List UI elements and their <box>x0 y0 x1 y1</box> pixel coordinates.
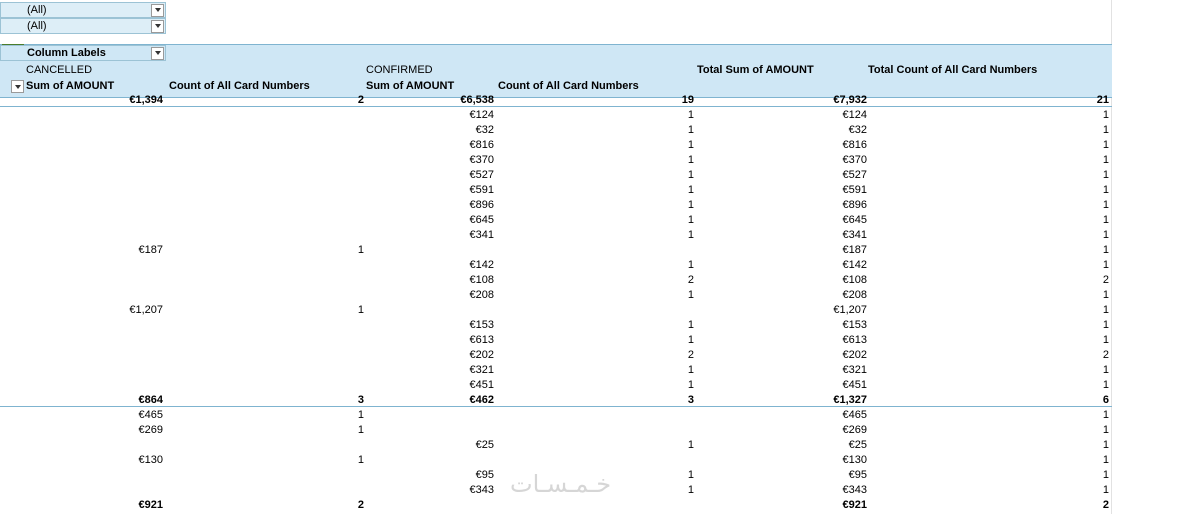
row-labels-filter-button[interactable] <box>11 80 24 93</box>
cell-confirmed-count[interactable]: 1 <box>687 214 694 226</box>
cell-total-sum[interactable]: €1,327 <box>833 394 867 406</box>
cell-confirmed-count[interactable]: 1 <box>687 109 694 121</box>
cell-cancelled-count[interactable]: 1 <box>357 409 364 421</box>
cell-total-sum[interactable]: €921 <box>842 499 867 511</box>
cell-confirmed-count[interactable]: 1 <box>687 379 694 391</box>
cell-confirmed-count[interactable]: 1 <box>687 139 694 151</box>
cell-total-count[interactable]: 1 <box>1102 109 1109 121</box>
cell-confirmed-sum[interactable]: €202 <box>469 349 494 361</box>
cell-total-sum[interactable]: €153 <box>842 319 867 331</box>
cell-confirmed-sum[interactable]: €816 <box>469 139 494 151</box>
cell-total-count[interactable]: 1 <box>1102 304 1109 316</box>
cell-confirmed-count[interactable]: 1 <box>687 199 694 211</box>
cell-confirmed-count[interactable]: 1 <box>687 469 694 481</box>
cell-total-count[interactable]: 1 <box>1102 484 1109 496</box>
cell-confirmed-sum[interactable]: €108 <box>469 274 494 286</box>
cell-total-count[interactable]: 1 <box>1102 424 1109 436</box>
column-labels-text: Column Labels <box>27 47 106 59</box>
cell-total-count[interactable]: 1 <box>1102 409 1109 421</box>
cell-total-count[interactable]: 1 <box>1102 439 1109 451</box>
cell-cancelled-count[interactable]: 1 <box>357 454 364 466</box>
cell-confirmed-count[interactable]: 1 <box>687 289 694 301</box>
chevron-down-icon[interactable] <box>151 4 164 17</box>
cell-cancelled-count[interactable]: 2 <box>357 94 364 106</box>
cell-cancelled-sum[interactable]: €1,394 <box>129 94 163 106</box>
cell-confirmed-count[interactable]: 3 <box>687 394 694 406</box>
cell-total-sum[interactable]: €124 <box>842 109 867 121</box>
cell-total-count[interactable]: 1 <box>1102 244 1109 256</box>
cell-total-sum[interactable]: €130 <box>842 454 867 466</box>
cell-total-count[interactable]: 2 <box>1102 499 1109 511</box>
cell-confirmed-count[interactable]: 2 <box>687 274 694 286</box>
cell-total-sum[interactable]: €370 <box>842 154 867 166</box>
cell-confirmed-count[interactable]: 1 <box>687 229 694 241</box>
cell-confirmed-sum[interactable]: €25 <box>475 439 494 451</box>
cell-total-sum[interactable]: €343 <box>842 484 867 496</box>
cell-cancelled-count[interactable]: 1 <box>357 304 364 316</box>
cell-confirmed-count[interactable]: 1 <box>687 484 694 496</box>
cell-cancelled-sum[interactable]: €269 <box>138 424 163 436</box>
cell-total-count[interactable]: 1 <box>1102 184 1109 196</box>
cell-confirmed-sum[interactable]: €142 <box>469 259 494 271</box>
cell-confirmed-sum[interactable]: €153 <box>469 319 494 331</box>
cell-cancelled-sum[interactable]: €465 <box>138 409 163 421</box>
cell-total-sum[interactable]: €341 <box>842 229 867 241</box>
cell-cancelled-count[interactable]: 1 <box>357 424 364 436</box>
cell-total-count[interactable]: 1 <box>1102 364 1109 376</box>
cell-total-count[interactable]: 1 <box>1102 214 1109 226</box>
cell-confirmed-sum[interactable]: €645 <box>469 214 494 226</box>
cell-total-sum[interactable]: €645 <box>842 214 867 226</box>
group-header-confirmed: CONFIRMED <box>366 64 433 76</box>
cell-cancelled-sum[interactable]: €864 <box>138 394 163 406</box>
group-header-total-count: Total Count of All Card Numbers <box>868 64 1038 76</box>
cell-confirmed-sum[interactable]: €32 <box>475 124 494 136</box>
report-filter-value-1: (All) <box>27 4 47 16</box>
cell-total-count[interactable]: 1 <box>1102 154 1109 166</box>
cell-cancelled-count[interactable]: 1 <box>357 244 364 256</box>
cell-confirmed-count[interactable]: 1 <box>687 154 694 166</box>
cell-confirmed-sum[interactable]: €6,538 <box>460 94 494 106</box>
cell-total-sum[interactable]: €591 <box>842 184 867 196</box>
chevron-down-icon[interactable] <box>151 20 164 33</box>
cell-total-sum[interactable]: €269 <box>842 424 867 436</box>
cell-total-count[interactable]: 1 <box>1102 259 1109 271</box>
cell-total-sum[interactable]: €321 <box>842 364 867 376</box>
cell-confirmed-sum[interactable]: €613 <box>469 334 494 346</box>
cell-total-sum[interactable]: €527 <box>842 169 867 181</box>
cell-total-count[interactable]: 6 <box>1102 394 1109 406</box>
cell-total-sum[interactable]: €896 <box>842 199 867 211</box>
cell-total-sum[interactable]: €1,207 <box>833 304 867 316</box>
cell-total-sum[interactable]: €613 <box>842 334 867 346</box>
cell-total-sum[interactable]: €816 <box>842 139 867 151</box>
column-labels-cell[interactable] <box>0 45 166 61</box>
empty-columns-pane <box>1112 0 1202 514</box>
cell-confirmed-count[interactable]: 1 <box>687 364 694 376</box>
cell-total-count[interactable]: 1 <box>1102 199 1109 211</box>
cell-confirmed-count[interactable]: 1 <box>687 184 694 196</box>
cell-total-count[interactable]: 1 <box>1102 469 1109 481</box>
sub-header-confirmed-sum: Sum of AMOUNT <box>366 80 455 92</box>
cell-confirmed-sum[interactable]: €527 <box>469 169 494 181</box>
cell-total-count[interactable]: 1 <box>1102 124 1109 136</box>
cell-total-sum[interactable]: €95 <box>848 469 867 481</box>
cell-total-count[interactable]: 1 <box>1102 454 1109 466</box>
cell-confirmed-sum[interactable]: €341 <box>469 229 494 241</box>
cell-confirmed-count[interactable]: 2 <box>687 349 694 361</box>
cell-confirmed-sum[interactable]: €321 <box>469 364 494 376</box>
sub-header-cancelled-count: Count of All Card Numbers <box>169 80 310 92</box>
cell-confirmed-sum[interactable]: €451 <box>469 379 494 391</box>
cell-confirmed-sum[interactable]: €462 <box>469 394 494 406</box>
cell-total-sum[interactable]: €142 <box>842 259 867 271</box>
cell-cancelled-count[interactable]: 3 <box>357 394 364 406</box>
cell-cancelled-sum[interactable]: €921 <box>138 499 163 511</box>
cell-cancelled-sum[interactable]: €187 <box>138 244 163 256</box>
cell-total-sum[interactable]: €187 <box>842 244 867 256</box>
cell-total-count[interactable]: 1 <box>1102 139 1109 151</box>
cell-total-count[interactable]: 2 <box>1102 349 1109 361</box>
cell-confirmed-count[interactable]: 1 <box>687 259 694 271</box>
cell-confirmed-count[interactable]: 19 <box>681 94 694 106</box>
sub-header-cancelled-sum: Sum of AMOUNT <box>26 80 115 92</box>
cell-confirmed-count[interactable]: 1 <box>687 319 694 331</box>
cell-total-count[interactable]: 1 <box>1102 379 1109 391</box>
cell-confirmed-count[interactable]: 1 <box>687 169 694 181</box>
report-filter-row-1[interactable] <box>0 2 166 18</box>
cell-total-sum[interactable]: €451 <box>842 379 867 391</box>
group-header-cancelled: CANCELLED <box>26 64 93 76</box>
cell-confirmed-sum[interactable]: €591 <box>469 184 494 196</box>
cell-cancelled-count[interactable]: 2 <box>357 499 364 511</box>
cell-confirmed-sum[interactable]: €208 <box>469 289 494 301</box>
chevron-down-icon[interactable] <box>151 47 164 60</box>
cell-confirmed-sum[interactable]: €896 <box>469 199 494 211</box>
cell-total-sum[interactable]: €465 <box>842 409 867 421</box>
cell-total-count[interactable]: 1 <box>1102 169 1109 181</box>
group-header-total-sum: Total Sum of AMOUNT <box>697 64 814 76</box>
cell-total-count[interactable]: 1 <box>1102 334 1109 346</box>
watermark-text: خـمـسـات <box>510 470 612 498</box>
cell-total-sum[interactable]: €32 <box>848 124 867 136</box>
cell-confirmed-count[interactable]: 1 <box>687 439 694 451</box>
cell-cancelled-sum[interactable]: €1,207 <box>129 304 163 316</box>
sub-header-confirmed-count: Count of All Card Numbers <box>498 80 639 92</box>
cell-total-count[interactable]: 1 <box>1102 319 1109 331</box>
cell-total-sum[interactable]: €202 <box>842 349 867 361</box>
cell-total-sum[interactable]: €108 <box>842 274 867 286</box>
cell-total-count[interactable]: 1 <box>1102 289 1109 301</box>
report-filter-value-2: (All) <box>27 20 47 32</box>
cell-total-count[interactable]: 21 <box>1096 94 1109 106</box>
cell-total-sum[interactable]: €25 <box>848 439 867 451</box>
report-filter-row-2[interactable] <box>0 18 166 34</box>
cell-confirmed-sum[interactable]: €343 <box>469 484 494 496</box>
cell-cancelled-sum[interactable]: €130 <box>138 454 163 466</box>
cell-total-count[interactable]: 2 <box>1102 274 1109 286</box>
cell-confirmed-count[interactable]: 1 <box>687 334 694 346</box>
cell-confirmed-sum[interactable]: €370 <box>469 154 494 166</box>
cell-total-count[interactable]: 1 <box>1102 229 1109 241</box>
cell-total-sum[interactable]: €208 <box>842 289 867 301</box>
cell-confirmed-count[interactable]: 1 <box>687 124 694 136</box>
cell-total-sum[interactable]: €7,932 <box>833 94 867 106</box>
cell-confirmed-sum[interactable]: €95 <box>475 469 494 481</box>
cell-confirmed-sum[interactable]: €124 <box>469 109 494 121</box>
